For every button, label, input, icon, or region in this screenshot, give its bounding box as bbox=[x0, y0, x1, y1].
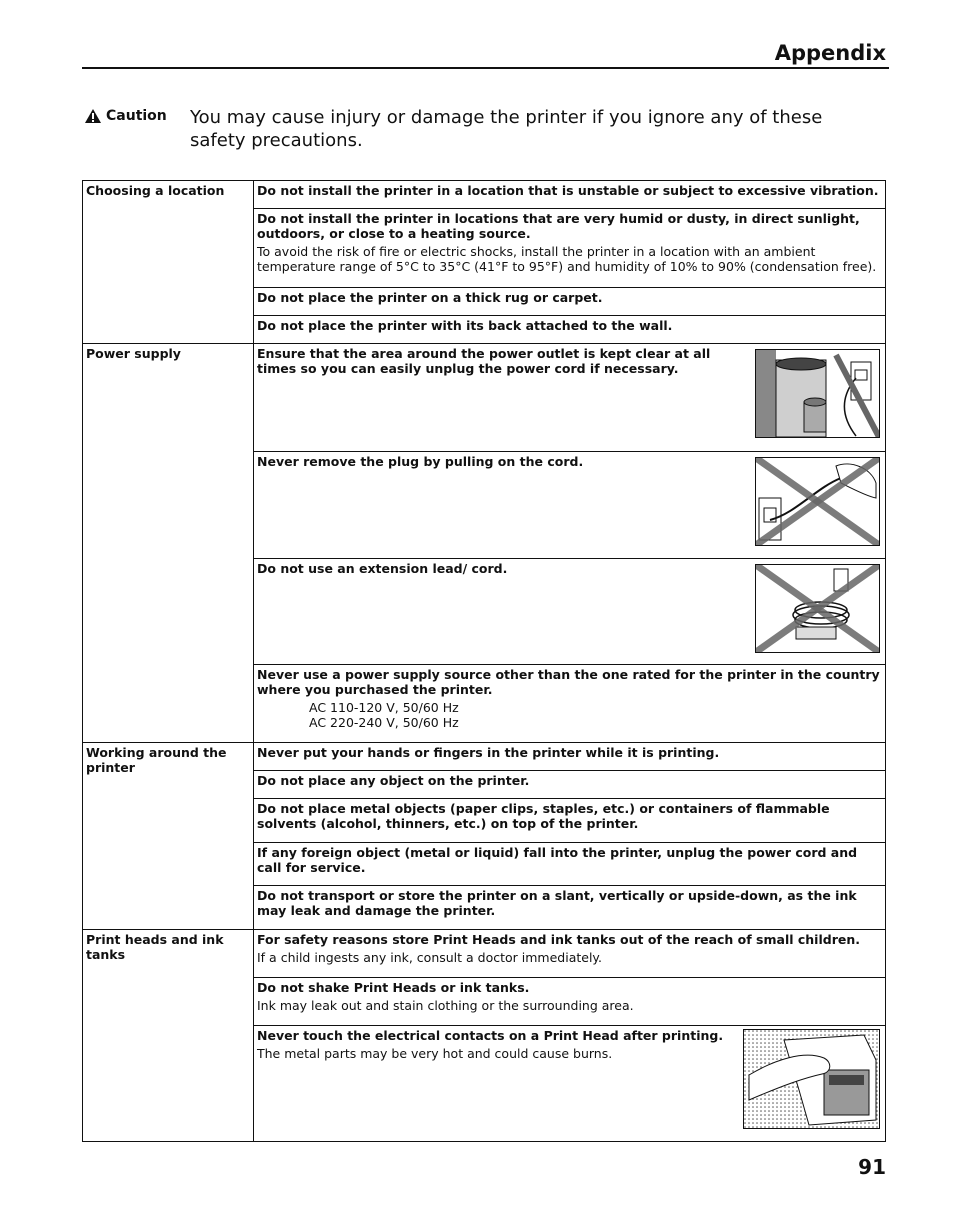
table-row bbox=[83, 930, 886, 978]
print-head-contacts-illustration bbox=[743, 1029, 880, 1129]
table-row bbox=[83, 743, 886, 771]
precaution-item: Do not place the printer on a thick rug or carpet. bbox=[254, 288, 886, 316]
page-number: 91 bbox=[858, 1155, 886, 1179]
category-print-heads: Print heads and ink tanks bbox=[83, 930, 254, 1142]
precaution-item bbox=[254, 452, 886, 559]
precaution-title: Never remove the plug by pulling on the cord. bbox=[257, 454, 584, 469]
precaution-item bbox=[254, 559, 886, 665]
voltage-spec: AC 220-240 V, 50/60 Hz bbox=[309, 715, 459, 730]
precaution-note: To avoid the risk of fire or electric shocks, install the printer in a location with an ambient temperature range of 5°C to 35°C (41°F to 95°F) and humidity of 10% to 90% (condensation free). bbox=[257, 244, 877, 274]
precaution-item: Do not place any object on the printer. bbox=[254, 771, 886, 799]
caution-text: You may cause injury or damage the printer if you ignore any of these safety precautions. bbox=[190, 107, 823, 151]
precaution-item: Do not place metal objects (paper clips, staples, etc.) or containers of flammable solvents (alcohol, thinners, etc.) on top of the printer. bbox=[254, 799, 886, 843]
precaution-title: Do not use an extension lead/ cord. bbox=[257, 561, 508, 576]
precaution-title: Do not install the printer in locations that are very humid or dusty, in direct sunlight, outdoors, or close to a heating source. bbox=[257, 211, 860, 241]
table-row bbox=[83, 344, 886, 452]
extension-cord-prohibited-illustration bbox=[755, 564, 880, 653]
warning-triangle-icon bbox=[84, 108, 102, 124]
precaution-note: The metal parts may be very hot and could cause burns. bbox=[257, 1046, 613, 1061]
precaution-title: Do not shake Print Heads or ink tanks. bbox=[257, 980, 530, 995]
precaution-item bbox=[254, 665, 886, 743]
precaution-item bbox=[254, 1026, 886, 1142]
power-outlet-clear-illustration bbox=[755, 349, 880, 438]
pulling-cord-prohibited-illustration bbox=[755, 457, 880, 546]
voltage-spec: AC 110-120 V, 50/60 Hz bbox=[309, 700, 459, 715]
precaution-title: Never use a power supply source other than the one rated for the printer in the country where you purchased the printer. bbox=[257, 667, 880, 697]
precaution-item: Do not place the printer with its back attached to the wall. bbox=[254, 316, 886, 344]
table-row bbox=[83, 181, 886, 209]
caution-label bbox=[84, 108, 167, 124]
precaution-note: If a child ingests any ink, consult a doctor immediately. bbox=[257, 950, 603, 965]
category-location: Choosing a location bbox=[83, 181, 254, 344]
precaution-item: If any foreign object (metal or liquid) fall into the printer, unplug the power cord and call for service. bbox=[254, 843, 886, 886]
page-header-title: Appendix bbox=[774, 41, 886, 65]
precaution-note: Ink may leak out and stain clothing or the surrounding area. bbox=[257, 998, 634, 1013]
precaution-item: Do not install the printer in a location that is unstable or subject to excessive vibration. bbox=[254, 181, 886, 209]
category-working: Working around the printer bbox=[83, 743, 254, 930]
precaution-item bbox=[254, 930, 886, 978]
header-rule bbox=[82, 67, 889, 69]
precaution-item: Do not transport or store the printer on a slant, vertically or upside-down, as the ink may leak and damage the printer. bbox=[254, 886, 886, 930]
precaution-item: Never put your hands or fingers in the printer while it is printing. bbox=[254, 743, 886, 771]
caution-label-text: Caution bbox=[106, 108, 167, 124]
precaution-item bbox=[254, 978, 886, 1026]
category-power: Power supply bbox=[83, 344, 254, 743]
precaution-title: For safety reasons store Print Heads and ink tanks out of the reach of small children. bbox=[257, 932, 860, 947]
safety-precautions-table bbox=[82, 180, 886, 1142]
precaution-item bbox=[254, 344, 886, 452]
precaution-title: Ensure that the area around the power outlet is kept clear at all times so you can easily unplug the power cord if necessary. bbox=[257, 346, 711, 376]
precaution-item bbox=[254, 209, 886, 288]
precaution-title: Never touch the electrical contacts on a Print Head after printing. bbox=[257, 1028, 724, 1043]
